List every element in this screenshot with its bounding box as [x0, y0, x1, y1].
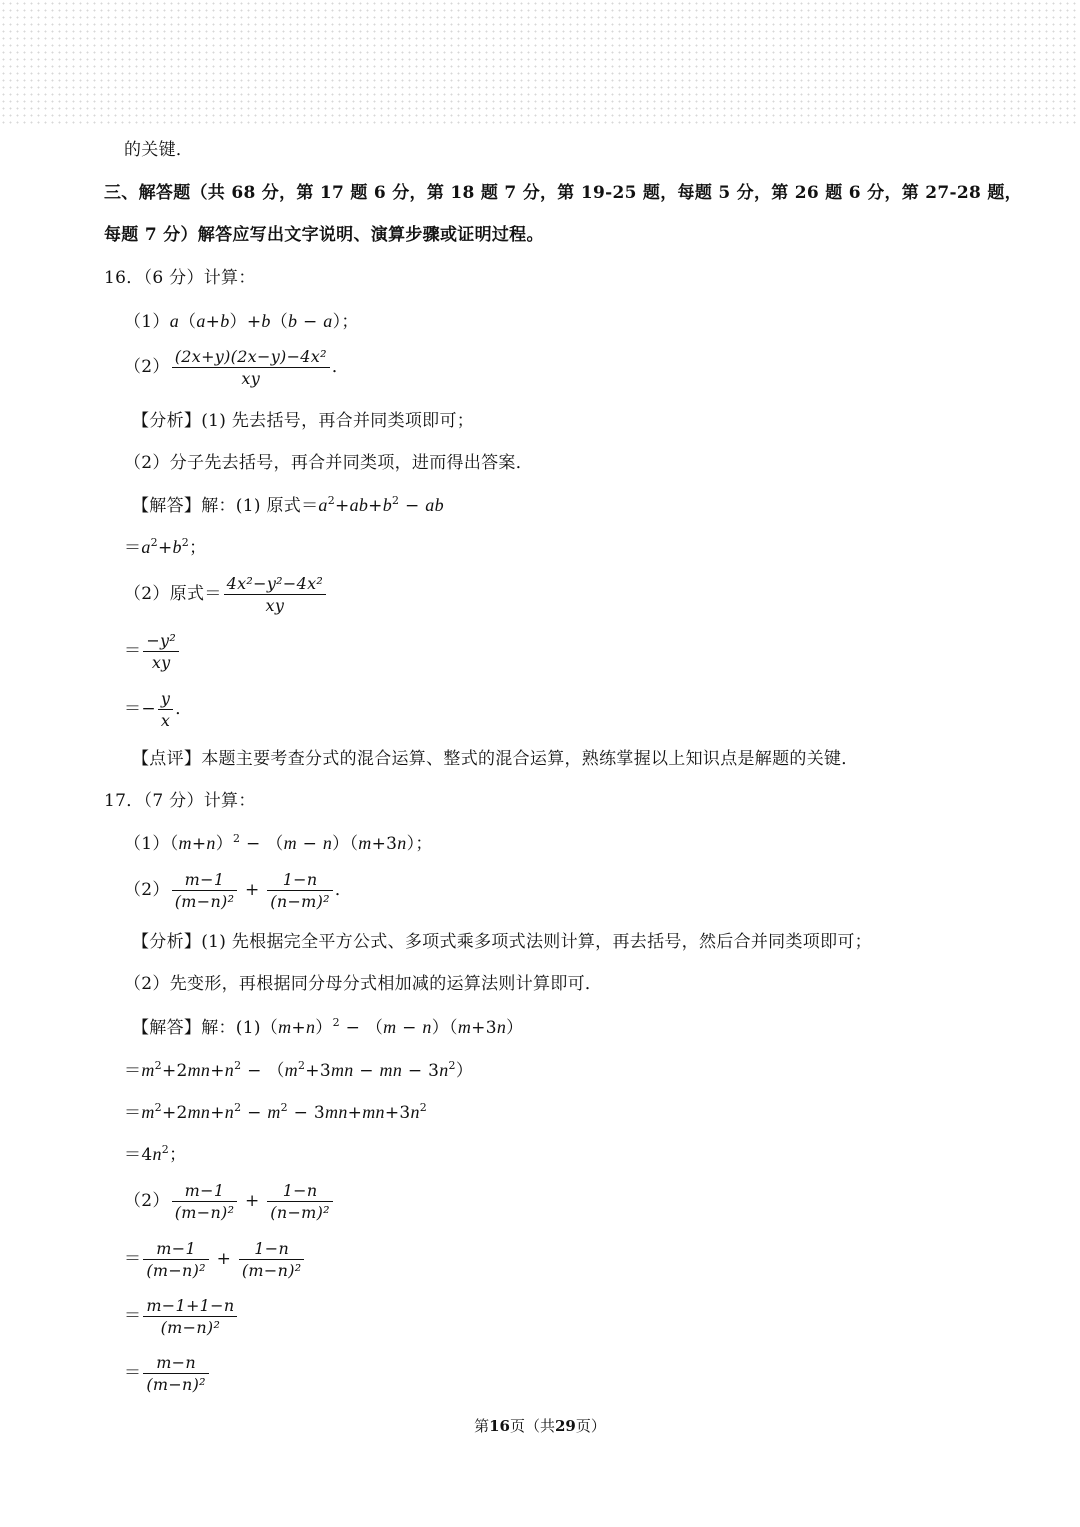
question-17-heading: 17．（7 分）计算： — [104, 791, 256, 811]
q17-solution-4: $=4n^2$； — [124, 1143, 187, 1165]
fraction: $\frac{1-n}{\text{(n−m)²}}$ — [267, 1180, 333, 1223]
q17-solution-3: $=m^2+2mn+n^2 - m^2 - 3mn+mn+3n^2$ — [124, 1101, 428, 1123]
q16-comment: 【点评】本题主要考查分式的混合运算、整式的混合运算，熟练掌握以上知识点是解题的关键． — [132, 749, 859, 769]
page-footer: 第16页（共29页） — [474, 1417, 606, 1435]
text-line: 的关键． — [124, 140, 194, 160]
q16-solution-part2: （2）原式＝ $\frac{\text{4x²−y²−4x²}}{xy}$ — [124, 573, 328, 616]
page-total: 29 — [555, 1417, 576, 1435]
part-label: （2） — [124, 357, 170, 377]
fraction: $\frac{m-1}{\text{(m−n)²}}$ — [172, 869, 238, 912]
q17-solution-2: $=m^2+2mn+n^2 - (m^2+3mn$ − mn − $3n^2$） — [124, 1059, 474, 1081]
q16-solution-1: 【解答】解：(1) 原式$=a^2+ab+b^2$ − ab — [132, 494, 444, 516]
fraction: $\frac{1-n}{\text{(n−m)²}}$ — [267, 869, 333, 912]
solution-label: 【解答】解：(1) — [132, 1018, 261, 1038]
part-label: （2） — [124, 880, 170, 900]
q16-analysis-2: （2）分子先去括号，再合并同类项，进而得出答案． — [124, 453, 534, 473]
q17-analysis-2: （2）先变形，再根据同分母分式相加减的运算法则计算即可． — [124, 974, 603, 994]
fraction: $\frac{m-1+1-n}{\text{(m−n)²}}$ — [143, 1295, 237, 1338]
q16-part2: （2） $\frac{\text{(2x+y)(2x−y)−4x²}}{xy}$ ． — [124, 347, 350, 388]
fraction: $\frac{m-n}{\text{(m−n)²}}$ — [143, 1352, 209, 1395]
page-number: 16 — [489, 1417, 510, 1435]
q17-solution-step-c: ＝ $\frac{m-n}{\text{(m−n)²}}$ — [124, 1352, 211, 1395]
q16-solution-final: ＝− $\frac{y}{x}$ ． — [124, 689, 193, 730]
fraction: $\frac{\text{−y²}}{xy}$ — [143, 630, 179, 673]
q17-solution-step-b: ＝ $\frac{m-1+1-n}{\text{(m−n)²}}$ — [124, 1295, 239, 1338]
q17-solution-1: 【解答】解：$(1)(m+n)^2 - (m - n)(m+3n)$ — [132, 1016, 524, 1038]
section-title-line-1: 三、解答题（共 68 分，第 17 题 6 分，第 18 题 7 分，第 19-25 题，每题 5 分，第 26 题 6 分，第 27-28 题， — [104, 183, 1022, 203]
fraction: $\frac{y}{x}$ — [158, 688, 173, 731]
solution-label: 【解答】解：(1) 原式＝ — [132, 496, 319, 516]
part-label: （1） — [124, 312, 170, 332]
section-title-line-2: 每题 7 分）解答应写出文字说明、演算步骤或证明过程。 — [104, 225, 544, 245]
q16-analysis-1: 【分析】(1) 先去括号，再合并同类项即可； — [132, 411, 475, 431]
q17-part2: （2） $\frac{m-1}{\text{(m−n)²}}$ + $\frac{1-n}{\text{(n−m)²}}$ ． — [124, 870, 353, 911]
scan-noise-band — [0, 0, 1080, 128]
q17-part1: $(1)(m+n)^2 - (m - n)(m+3n)$； — [124, 832, 433, 854]
fraction: $\frac{1-n}{\text{(m−n)²}}$ — [239, 1238, 305, 1281]
q17-solution-step-a: ＝ $\frac{m-1}{\text{(m−n)²}}$ + $\frac{1-n}{\text{(m−n)²}}$ — [124, 1238, 306, 1281]
q16-solution-step: ＝ $\frac{\text{−y²}}{xy}$ — [124, 630, 181, 673]
fraction: $\frac{m-1}{\text{(m−n)²}}$ — [172, 1180, 238, 1223]
part-label: （1） — [124, 834, 170, 854]
q16-part1: （1）a（a+b）+b（b − a）； — [124, 311, 359, 332]
fraction: $\frac{\text{4x²−y²−4x²}}{xy}$ — [224, 573, 327, 616]
fraction: $\frac{\text{(2x+y)(2x−y)−4x²}}{xy}$ — [172, 346, 330, 389]
fraction: $\frac{m-1}{\text{(m−n)²}}$ — [143, 1238, 209, 1281]
q16-solution-2: $=a^2+b^2$； — [124, 536, 207, 558]
q17-solution-part2: （2） $\frac{m-1}{\text{(m−n)²}}$ + $\frac{1-n}{\text{(n−m)²}}$ — [124, 1180, 335, 1223]
q17-analysis-1: 【分析】(1) 先根据完全平方公式、多项式乘多项式法则计算，再去括号，然后合并同类项即可； — [132, 932, 872, 952]
question-16-heading: 16．（6 分）计算： — [104, 268, 256, 288]
